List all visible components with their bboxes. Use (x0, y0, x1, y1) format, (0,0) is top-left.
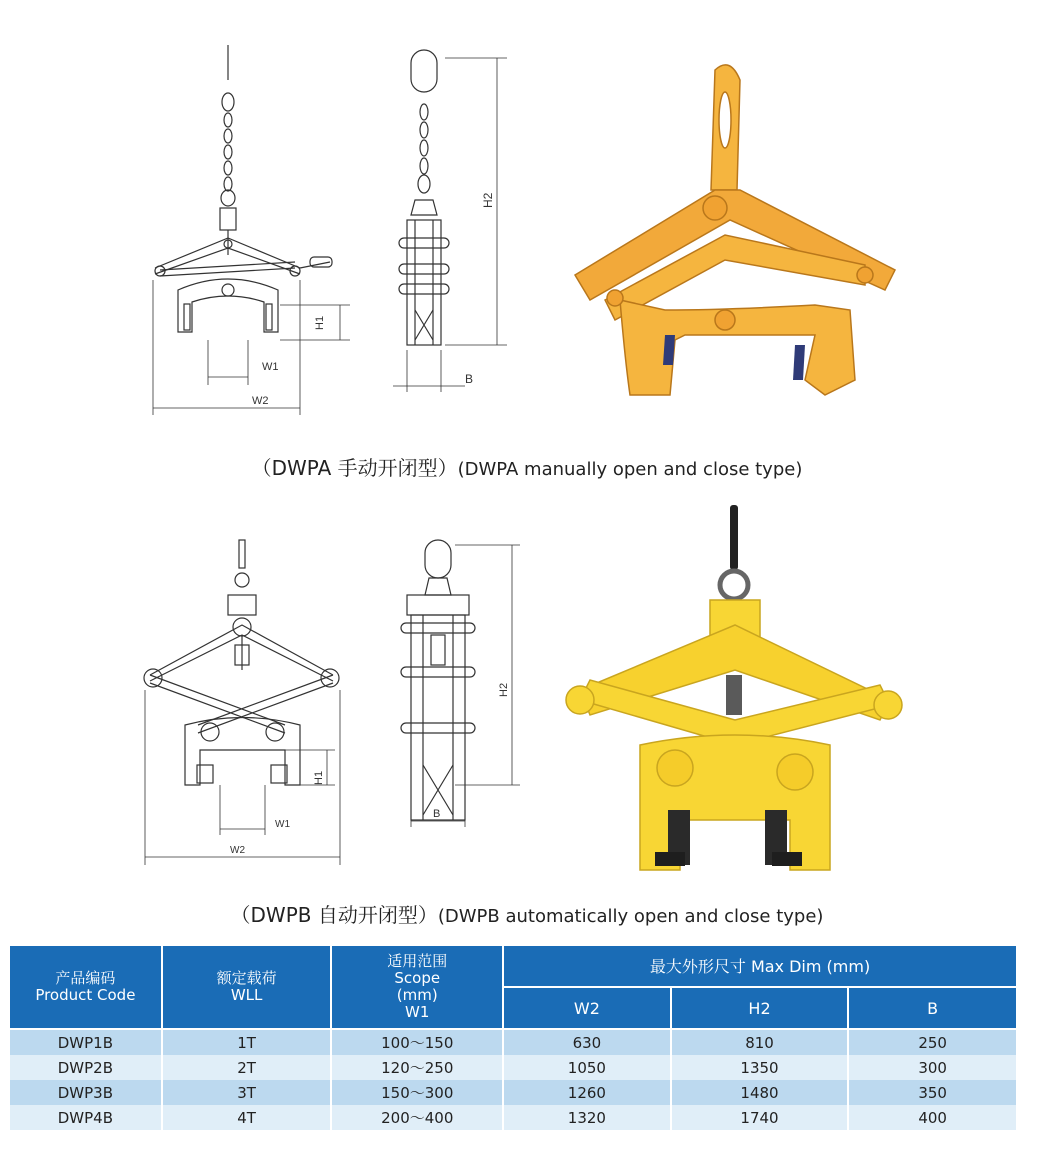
cell-b: 350 (848, 1080, 1017, 1105)
cell-b: 400 (848, 1105, 1017, 1130)
cell-code: DWP1B (9, 1029, 162, 1055)
header-scope-w1: W1 (405, 1003, 430, 1021)
cell-w2: 1320 (503, 1105, 671, 1130)
dwpa-w2-label: W2 (252, 395, 269, 407)
header-product-code-en: Product Code (35, 986, 136, 1004)
cell-wll: 4T (162, 1105, 332, 1130)
header-h2: H2 (671, 987, 849, 1029)
cell-w2: 1260 (503, 1080, 671, 1105)
header-scope (331, 945, 503, 1029)
cell-w2: 630 (503, 1029, 671, 1055)
dwpb-caption-cn: （DWPB 自动开闭型） (230, 903, 438, 927)
cell-h2: 1480 (671, 1080, 849, 1105)
dwpa-caption-cn: （DWPA 手动开闭型） (251, 456, 458, 480)
cell-scope: 200～400 (331, 1105, 503, 1130)
header-b: B (848, 987, 1017, 1029)
dwpa-b-label: B (465, 372, 474, 386)
header-scope-en: Scope (394, 969, 441, 987)
dwpa-h1-label: H1 (314, 315, 326, 330)
cell-wll: 3T (162, 1080, 332, 1105)
dwpb-caption (0, 899, 1054, 928)
cell-scope: 100～150 (331, 1029, 503, 1055)
dwpb-b-label: B (433, 808, 441, 820)
header-wll-cn: 额定载荷 (216, 969, 277, 987)
table-row (9, 1055, 1017, 1080)
cell-h2: 1740 (671, 1105, 849, 1130)
dwpa-caption-en: (DWPA manually open and close type) (457, 459, 803, 480)
dwpb-w1-label: W1 (275, 819, 290, 830)
cell-b: 250 (848, 1029, 1017, 1055)
cell-code: DWP4B (9, 1105, 162, 1130)
dwpa-product-photo (565, 60, 905, 405)
cell-wll: 1T (162, 1029, 332, 1055)
table-row (9, 1029, 1017, 1055)
cell-wll: 2T (162, 1055, 332, 1080)
header-wll (162, 945, 332, 1029)
dwpb-side-drawing (395, 535, 530, 830)
header-w2: W2 (503, 987, 671, 1029)
header-product-code-cn: 产品编码 (55, 969, 116, 987)
header-scope-cn: 适用范围 (387, 952, 448, 970)
dwpb-front-drawing (135, 535, 355, 870)
cell-code: DWP3B (9, 1080, 162, 1105)
cell-scope: 150～300 (331, 1080, 503, 1105)
dwpb-h1-label: H1 (313, 770, 325, 785)
dwpb-h2-label: H2 (498, 682, 510, 697)
table-row (9, 1105, 1017, 1130)
dwpb-product-photo (560, 500, 910, 885)
dwpa-side-drawing (385, 40, 515, 400)
spec-table (8, 944, 1018, 1130)
cell-b: 300 (848, 1055, 1017, 1080)
dwpa-caption (0, 452, 1054, 481)
cell-h2: 1350 (671, 1055, 849, 1080)
header-wll-en: WLL (230, 986, 263, 1004)
dwpa-front-drawing (140, 40, 370, 420)
cell-code: DWP2B (9, 1055, 162, 1080)
header-product-code (9, 945, 162, 1029)
cell-h2: 810 (671, 1029, 849, 1055)
dwpa-w1-label: W1 (262, 361, 279, 373)
dwpb-caption-en: (DWPB automatically open and close type) (437, 906, 824, 927)
cell-scope: 120～250 (331, 1055, 503, 1080)
dwpb-w2-label: W2 (230, 845, 245, 856)
table-row (9, 1080, 1017, 1105)
header-max-dim: 最大外形尺寸 Max Dim (mm) (503, 945, 1017, 987)
cell-w2: 1050 (503, 1055, 671, 1080)
dwpa-h2-label: H2 (481, 192, 495, 208)
header-scope-unit: (mm) (396, 986, 438, 1004)
